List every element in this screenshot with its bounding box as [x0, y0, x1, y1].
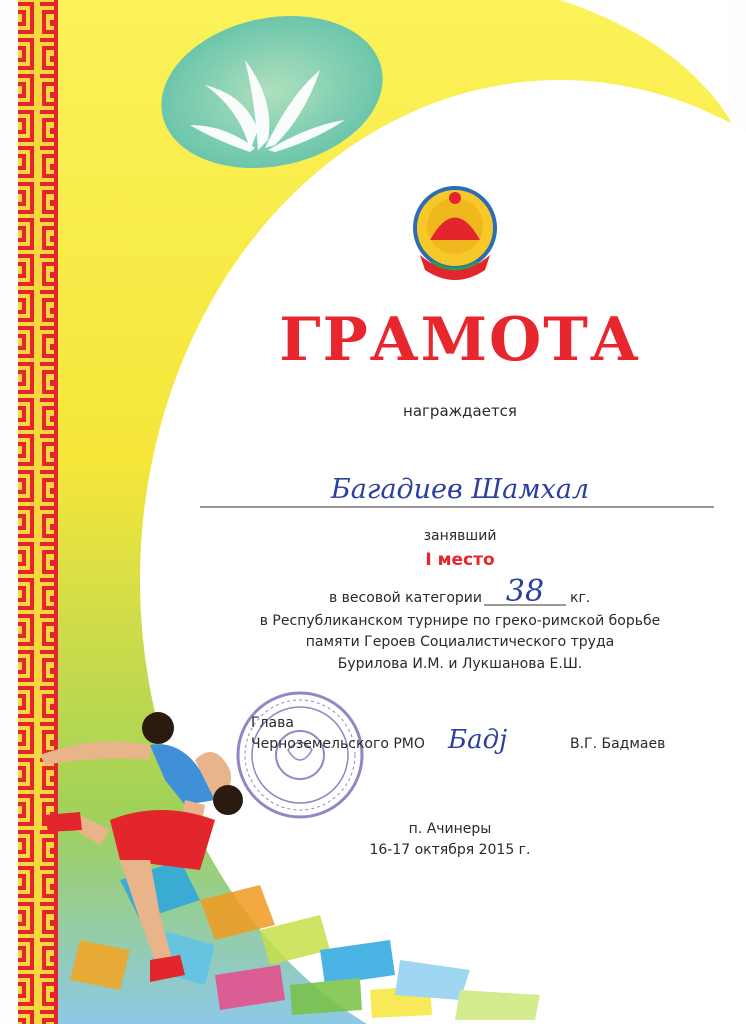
signer-name: В.Г. Бадмаев	[570, 736, 666, 752]
awarded-label: награждается	[403, 402, 517, 420]
dates: 16-17 октября 2015 г.	[369, 842, 531, 858]
certificate-title: ГРАМОТА	[279, 305, 641, 375]
weight-unit: кг.	[570, 590, 591, 606]
tournament-line-1: в Республиканском турнире по греко-римской борьбе	[259, 613, 661, 629]
location: п. Ачинеры	[408, 821, 492, 837]
took-label: занявший	[423, 528, 497, 544]
recipient-name: Багадиев Шамхал	[330, 474, 590, 505]
tournament-line-2: памяти Героев Социалистического труда	[305, 634, 615, 650]
signer-title-line-1: Глава	[251, 715, 294, 731]
tournament-line-3: Бурилова И.М. и Лукшанова Е.Ш.	[337, 656, 583, 672]
kalmykia-emblem	[415, 188, 495, 280]
signature: Бадј	[448, 725, 508, 755]
weight-prefix: в весовой категории	[328, 590, 482, 606]
signer-title-line-2: Черноземельского РМО	[251, 736, 425, 752]
weight-value: 38	[505, 574, 545, 609]
place-value: I место	[425, 550, 495, 570]
